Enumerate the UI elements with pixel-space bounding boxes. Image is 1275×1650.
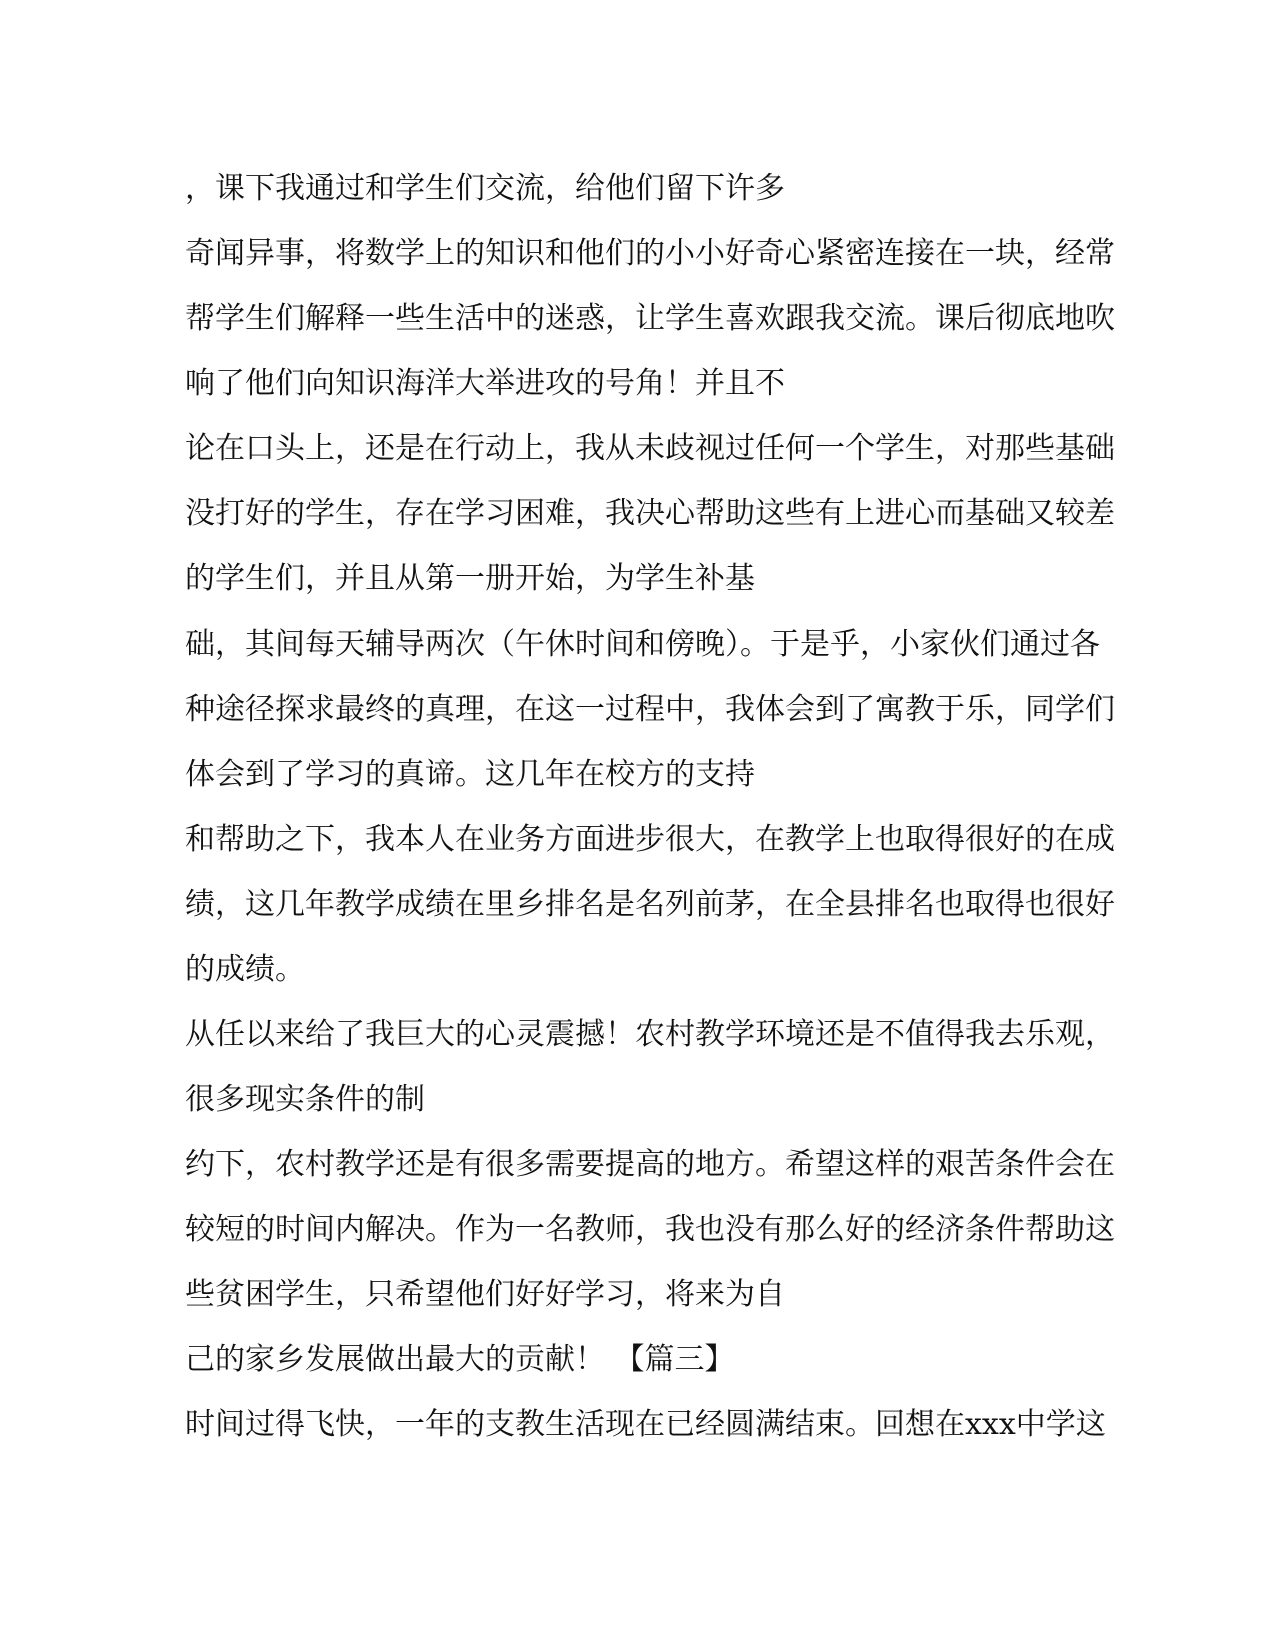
- text-line: 较短的时间内解决。作为一名教师，我也没有那么好的经济条件帮助这: [185, 1212, 1115, 1247]
- text-line: 些贫困学生，只希望他们好好学习，将来为自: [185, 1277, 785, 1312]
- text-line: ，课下我通过和学生们交流，给他们留下许多: [185, 171, 785, 206]
- text-line: 论在口头上，还是在行动上，我从未歧视过任何一个学生，对那些基础: [185, 431, 1115, 466]
- text-line: 从任以来给了我巨大的心灵震撼！农村教学环境还是不值得我去乐观，: [185, 1017, 1115, 1052]
- text-line: 响了他们向知识海洋大举进攻的号角！并且不: [185, 366, 785, 401]
- text-line: 奇闻异事，将数学上的知识和他们的小小好奇心紧密连接在一块，经常: [185, 236, 1115, 271]
- text-line: 绩，这几年教学成绩在里乡排名是名列前茅，在全县排名也取得也很好: [185, 887, 1115, 922]
- text-line: 帮学生们解释一些生活中的迷惑，让学生喜欢跟我交流。课后彻底地吹: [185, 301, 1115, 336]
- text-line: 约下，农村教学还是有很多需要提高的地方。希望这样的艰苦条件会在: [185, 1147, 1115, 1182]
- text-line: 和帮助之下，我本人在业务方面进步很大，在教学上也取得很好的在成: [185, 822, 1115, 857]
- text-line: 的成绩。: [185, 952, 305, 987]
- text-line: 体会到了学习的真谛。这几年在校方的支持: [185, 757, 755, 792]
- text-line: 时间过得飞快，一年的支教生活现在已经圆满结束。回想在xxx中学这: [185, 1407, 1106, 1442]
- text-line: 没打好的学生，存在学习困难，我决心帮助这些有上进心而基础又较差: [185, 496, 1115, 531]
- text-line: 种途径探求最终的真理，在这一过程中，我体会到了寓教于乐，同学们: [185, 692, 1115, 727]
- text-line: 很多现实条件的制: [185, 1082, 425, 1117]
- text-line: 的学生们，并且从第一册开始，为学生补基: [185, 561, 755, 596]
- text-line: 础，其间每天辅导两次（午休时间和傍晚）。于是乎，小家伙们通过各: [185, 627, 1100, 662]
- text-line: 己的家乡发展做出最大的贡献！ 【篇三】: [185, 1342, 735, 1377]
